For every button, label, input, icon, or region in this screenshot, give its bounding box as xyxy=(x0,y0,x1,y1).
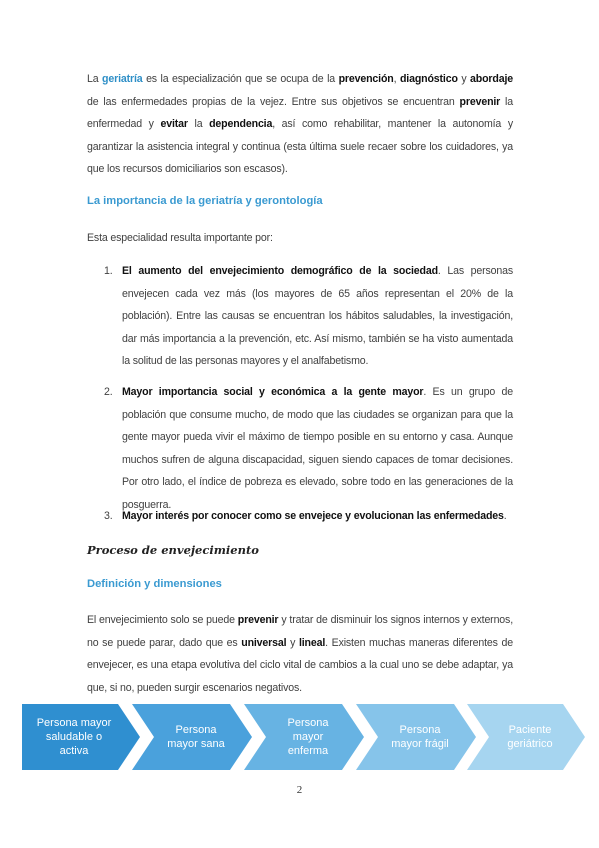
flow-step xyxy=(356,704,476,770)
term-prevenir: prevenir xyxy=(237,614,279,626)
heading-definicion: Definición y dimensiones xyxy=(87,578,222,590)
list-item-text: . Es un grupo de población que consume mucho, de modo que las ciudades se organizan para que la gente mayor pueda vivir el máximo de tiempo posible en su entorno y casa. Aunque muchos sufren de alguna discapacidad, siguen siendo capaces de tomar decisiones. Por otro lado, el índice de pobreza es elevado, sobre todo en las generaciones de la posguerra. xyxy=(122,386,514,511)
list-item-text: . xyxy=(503,510,507,522)
term-universal: universal xyxy=(241,636,287,649)
text-span: y tratar de disminuir los signos internos y externos, no se puede parar, dado que es xyxy=(87,614,513,649)
geriatria-definition-paragraph xyxy=(87,68,513,181)
intro-importancia: Esta especialidad resulta importante por: xyxy=(87,232,273,244)
page-number: 2 xyxy=(296,784,303,796)
term-lineal: lineal xyxy=(298,636,326,649)
text-span: la xyxy=(187,118,210,131)
text-span: y xyxy=(457,73,471,85)
list-item-title: Mayor importancia social y económica a la gente mayor xyxy=(122,386,424,398)
text-span: es la especialización que se ocupa de la xyxy=(142,73,339,85)
text-span: y xyxy=(286,636,299,649)
flow-step-label: Persona mayor sana xyxy=(167,724,225,750)
term-evitar: evitar xyxy=(160,118,188,131)
term-prevencion: prevención xyxy=(338,73,394,85)
list-number: 3. xyxy=(104,510,113,522)
flow-step-label: Persona mayor saludable o activa xyxy=(36,717,112,757)
text-span: , xyxy=(393,73,400,85)
term-prevenir: prevenir xyxy=(459,95,501,108)
term-diagnostico: diagnóstico xyxy=(399,73,458,85)
text-span: de las enfermedades propias de la vejez. Entre sus objetivos se encuentran xyxy=(87,95,460,108)
list-item xyxy=(104,260,513,373)
text-span: la enfermedad y xyxy=(87,95,513,131)
flow-step-label: Persona mayor enferma xyxy=(287,717,329,757)
text-span: El envejecimiento solo se puede xyxy=(87,614,238,626)
flow-step xyxy=(22,704,140,770)
list-item xyxy=(104,505,513,528)
list-item-text: . Las personas envejecen cada vez más (los mayores de 65 años representan el 20% de la población). Entre las causas se encuentran los hábitos saludables, la investigación, dar más importancia a la prevención, etc. Así mismo, también se ha visto aumentada la solitud de las personas mayores y el analfabetismo. xyxy=(122,265,513,368)
heading-importancia: La importancia de la geriatría y gerontología xyxy=(87,195,323,207)
flow-step xyxy=(132,704,252,770)
term-geriatria: geriatría xyxy=(102,73,143,85)
flow-step-label: Paciente geriátrico xyxy=(507,724,553,750)
flow-step xyxy=(467,704,585,770)
term-abordaje: abordaje xyxy=(470,73,514,85)
flow-step xyxy=(244,704,364,770)
text-span: La xyxy=(87,73,103,85)
envejecimiento-paragraph xyxy=(87,609,513,699)
list-item xyxy=(104,381,513,517)
aging-process-flow xyxy=(0,704,599,770)
list-number: 2. xyxy=(104,386,113,398)
list-item-title: Mayor interés por conocer como se envejece y evolucionan las enfermedades xyxy=(122,510,504,522)
list-number: 1. xyxy=(104,265,113,277)
list-item-title: El aumento del envejecimiento demográfico de la sociedad xyxy=(122,265,438,277)
heading-proceso: Proceso de envejecimiento xyxy=(87,543,259,557)
flow-step-label: Persona mayor frágil xyxy=(391,724,449,750)
term-dependencia: dependencia xyxy=(209,118,273,131)
text-span: . Existen muchas maneras diferentes de envejecer, es una etapa evolutiva del ciclo vital de cambios a la cual uno se debe adaptar, ya que, si no, pueden surgir escenarios negativos. xyxy=(87,636,513,694)
text-span: , así como rehabilitar, mantener la autonomía y garantizar la asistencia integral y continua (esta última suele recaer sobre los cuidadores, ya que los recursos domiciliarios son escasos). xyxy=(87,118,513,176)
